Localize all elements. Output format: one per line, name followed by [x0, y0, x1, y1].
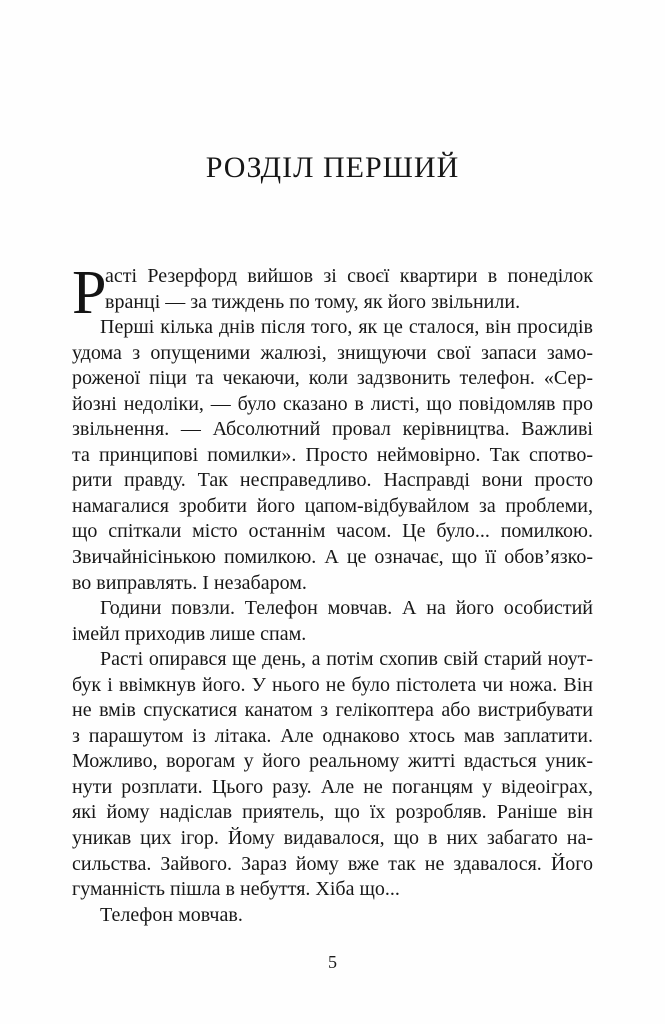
drop-cap: Р	[72, 259, 107, 327]
text-line: Расті опирався ще день, а потім схопив свій старий ноут-	[100, 648, 593, 671]
text-line: сильства. Зайвого. Зараз йому вже так не здавалося. Його	[72, 852, 593, 875]
text-line: та принципові помилки». Просто неймовірно. Так спотво-	[72, 443, 593, 466]
paragraph	[72, 903, 593, 929]
text-line: звільнення. — Абсолютний провал керівництва. Важливі	[72, 418, 593, 441]
text-line: во виправлять. І незабаром.	[72, 571, 307, 594]
text-line: Перші кілька днів після того, як це сталося, він просидів	[100, 316, 593, 339]
text-line: бук і ввімкнув його. У нього не було пістолета чи ножа. Він	[72, 673, 593, 696]
text-line: роженої піци та чекаючи, коли задзвонить телефон. «Сер-	[72, 367, 593, 390]
text-line: удома з опущеними жалюзі, знищуючи свої запаси замо-	[72, 341, 593, 364]
text-line: Телефон мовчав.	[100, 903, 243, 926]
page-number: 5	[328, 952, 337, 972]
text-line: які йому надіслав приятель, що їх розробляв. Раніше він	[72, 801, 593, 824]
text-line: вранці — за тиждень по тому, як його звільнили.	[105, 290, 521, 313]
paragraph	[72, 259, 593, 327]
text-line: що спіткали місто останнім часом. Це було... помилкою.	[72, 520, 593, 543]
text-line: нути розплати. Цього разу. Але не поганцям у відеоіграх,	[72, 775, 593, 798]
text-line: Години повзли. Телефон мовчав. А на його особистий	[100, 597, 593, 620]
text-line: уникав цих ігор. Йому видавалося, що в них забагато на-	[72, 827, 593, 850]
text-line: імейл приходив лише спам.	[72, 622, 307, 645]
text-line: асті Резерфорд вийшов зі своєї квартири в понеділок	[105, 265, 593, 287]
paragraph	[72, 596, 593, 647]
chapter-title: РОЗДІЛ ПЕРШИЙ	[205, 151, 460, 184]
text-line: йозні недоліки, — було сказано в листі, що повідомляв про	[72, 392, 593, 415]
text-line: Звичайнісінькою помилкою. А це означає, що її обов’язко-	[72, 546, 593, 569]
text-line: не вмів спускатися канатом з гелікоптера або вистрибувати	[72, 699, 593, 722]
text-line: рити правду. Так несправедливо. Насправді вони просто	[72, 469, 593, 492]
text-line: Можливо, ворогам у його реальному житті вдасться уник-	[72, 750, 593, 773]
paragraph	[72, 647, 593, 902]
text-line: намагалися зробити його цапом-відбувайлом за проблеми,	[72, 494, 593, 517]
text-line: з парашутом із літака. Але однаково хтось мав заплатити.	[72, 724, 593, 747]
page-content	[72, 259, 593, 928]
text-line: гуманність пішла в небуття. Хіба що...	[72, 878, 400, 901]
paragraph	[72, 315, 593, 596]
